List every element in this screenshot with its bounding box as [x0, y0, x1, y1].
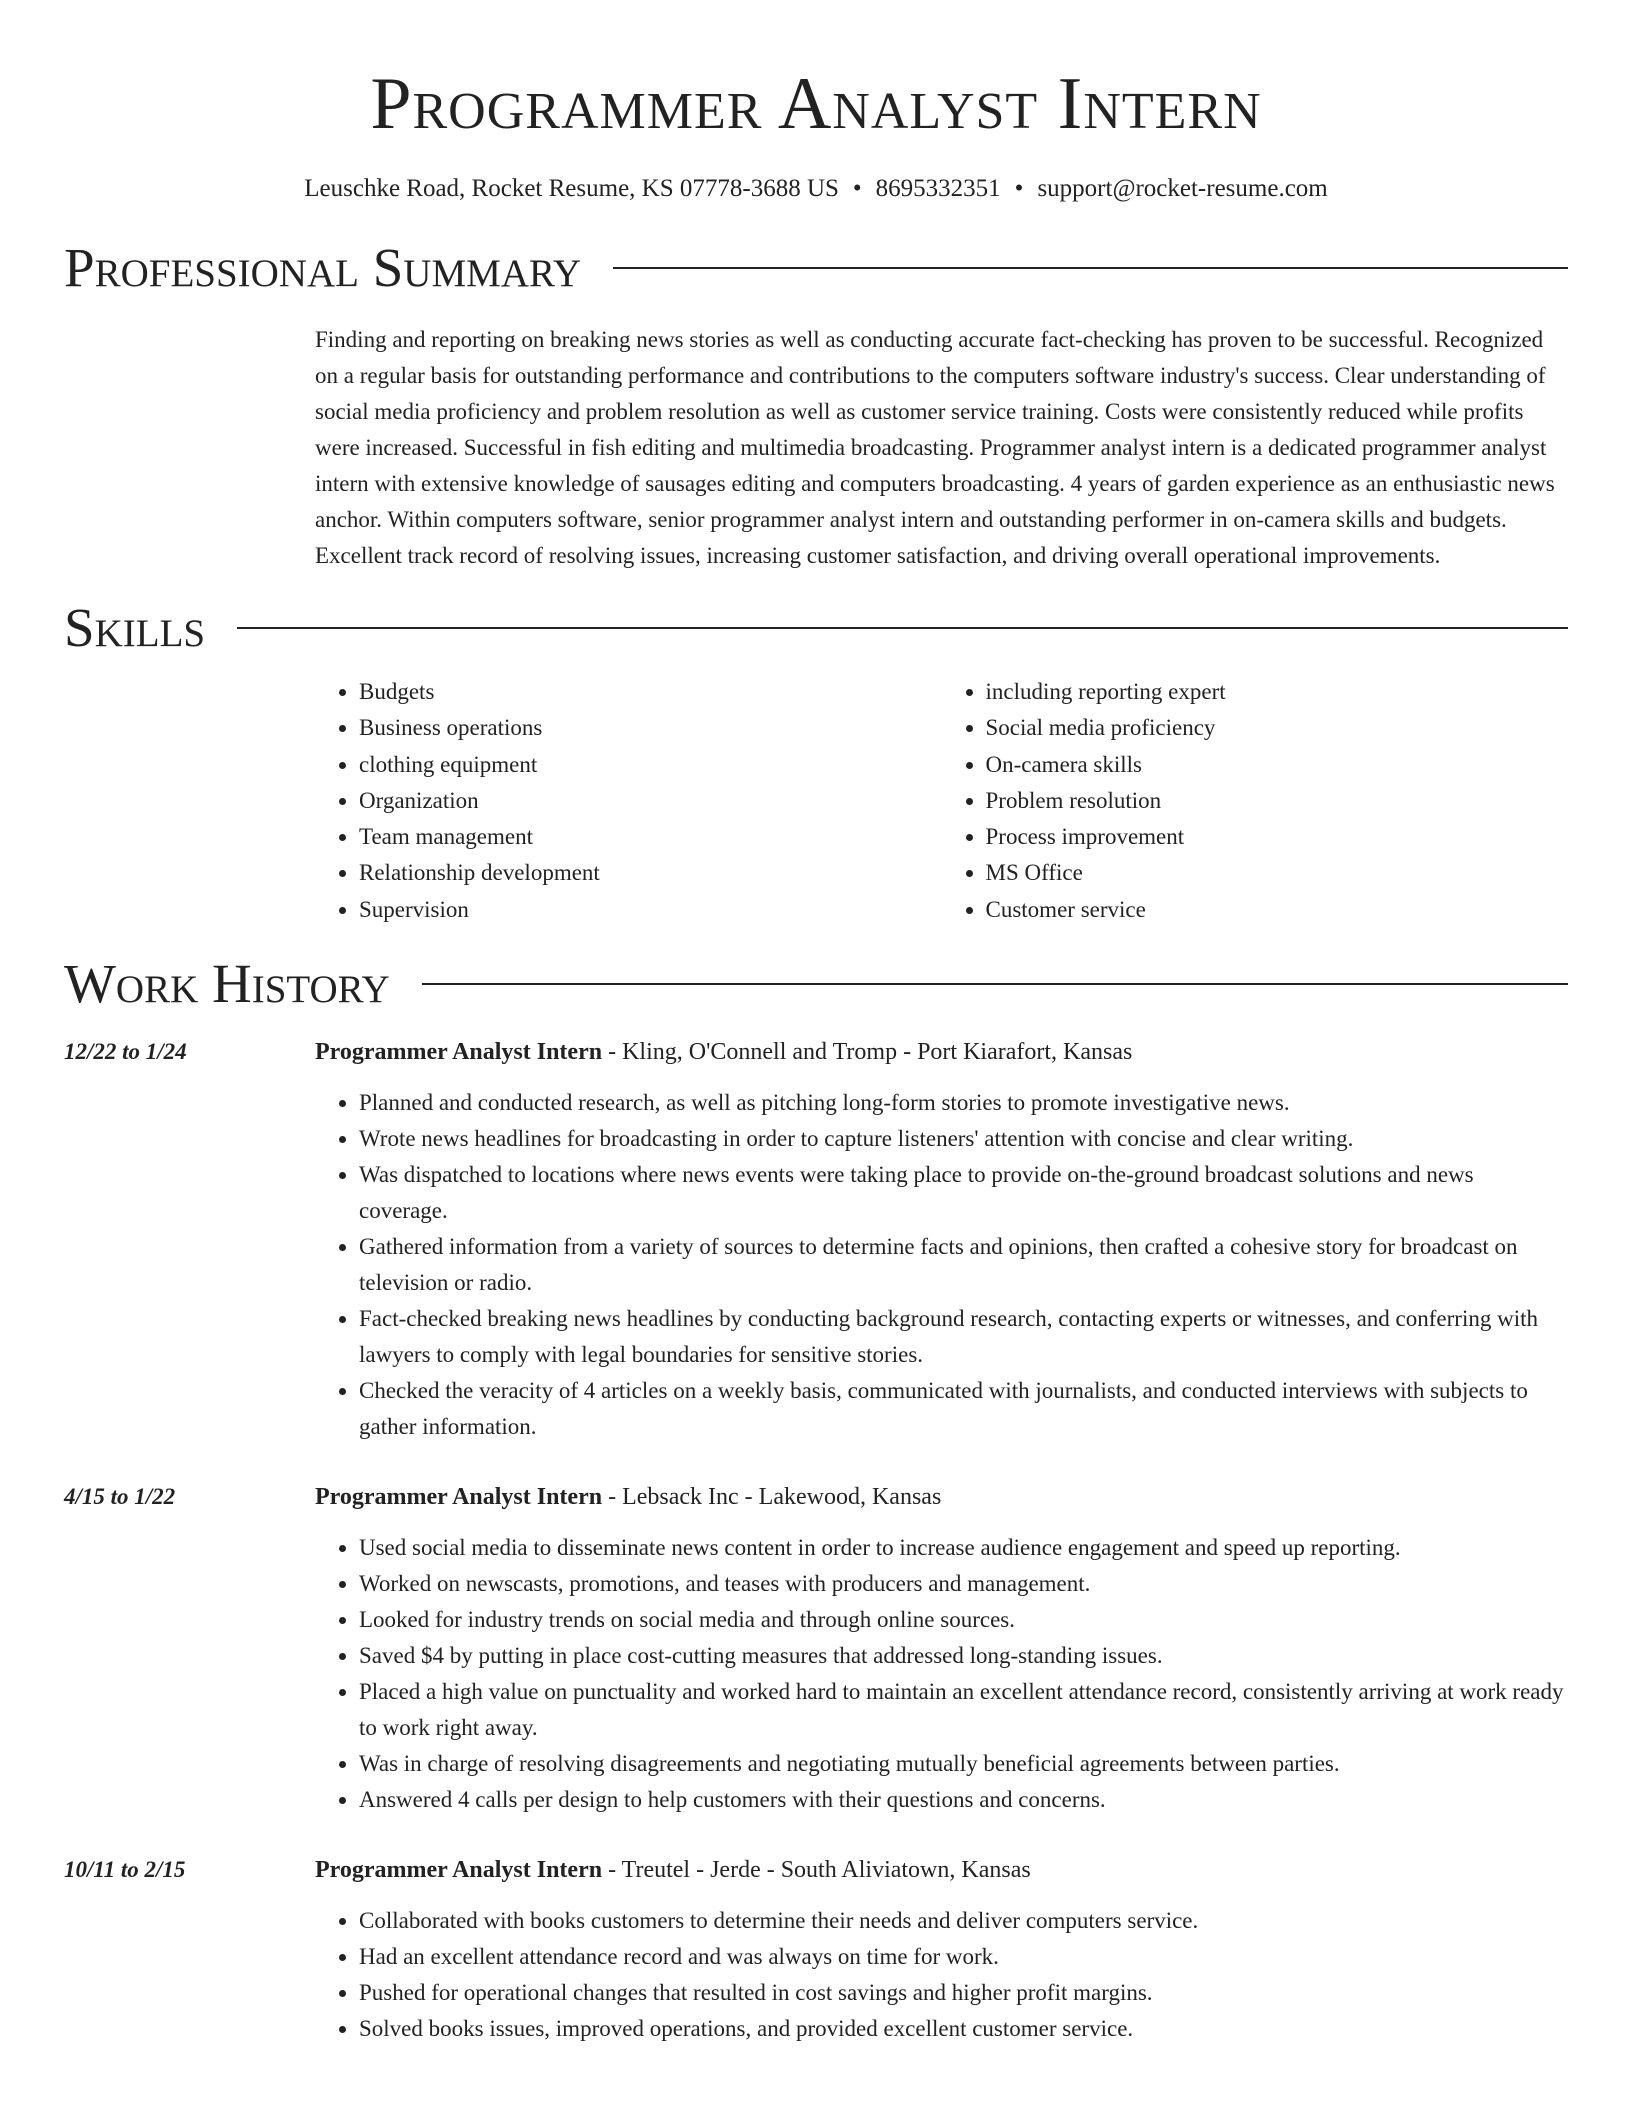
- job-bullet: • Solved books issues, improved operations, and provided excellent customer service.: [359, 2011, 1568, 2047]
- contact-line: [64, 172, 1568, 206]
- job-body: [315, 1034, 1568, 1445]
- skill-item: • Relationship development: [359, 855, 942, 891]
- job-bullets: [315, 1903, 1568, 2047]
- job-bullet: • Was dispatched to locations where news events were taking place to provide on-the-ground broadcast solutions and news coverage.: [359, 1157, 1568, 1229]
- summary-heading: Professional Summary: [64, 237, 582, 298]
- job-body: [315, 1852, 1568, 2047]
- job-body: [315, 1479, 1568, 1818]
- skill-item: • Budgets: [359, 674, 942, 710]
- section-divider: [422, 983, 1568, 985]
- work-section-header: [64, 952, 1568, 1016]
- job-title-line: [315, 1479, 1568, 1515]
- skill-item: • Problem resolution: [986, 783, 1569, 819]
- skill-item: • Team management: [359, 819, 942, 855]
- phone: 8695332351: [875, 175, 1001, 202]
- resume-page: [64, 0, 1568, 2047]
- skill-item: • clothing equipment: [359, 747, 942, 783]
- job-title-line: [315, 1034, 1568, 1070]
- job-bullet: • Looked for industry trends on social media and through online sources.: [359, 1602, 1568, 1638]
- skill-item: • Supervision: [359, 892, 942, 928]
- job-title: Programmer Analyst Intern: [315, 1857, 603, 1884]
- skills-column-right: [942, 674, 1569, 928]
- skill-item: • Process improvement: [986, 819, 1569, 855]
- section-divider: [237, 627, 1568, 629]
- job-dates: 10/11 to 2/15: [64, 1857, 186, 1883]
- job-bullet: • Had an excellent attendance record and was always on time for work.: [359, 1939, 1568, 1975]
- job-bullet: • Fact-checked breaking news headlines by conducting background research, contacting experts or witnesses, and conferring with lawyers to comply with legal boundaries for sensitive stories.: [359, 1301, 1568, 1373]
- job-title: Programmer Analyst Intern: [315, 1039, 603, 1066]
- skill-item: • Customer service: [986, 892, 1569, 928]
- job-dates: 4/15 to 1/22: [64, 1484, 176, 1510]
- skill-item: • Social media proficiency: [986, 710, 1569, 746]
- job-company: - Lebsack Inc - Lakewood, Kansas: [602, 1484, 942, 1511]
- skills-list: [315, 674, 1568, 928]
- job-bullet: • Pushed for operational changes that resulted in cost savings and higher profit margins.: [359, 1975, 1568, 2011]
- job-bullet: • Worked on newscasts, promotions, and teases with producers and management.: [359, 1566, 1568, 1602]
- section-divider: [613, 267, 1568, 269]
- email: support@rocket-resume.com: [1037, 175, 1328, 202]
- job-bullet: • Placed a high value on punctuality and worked hard to maintain an excellent attendance record, consistently arriving at work ready to work right away.: [359, 1674, 1568, 1746]
- job-title: Programmer Analyst Intern: [315, 1484, 603, 1511]
- job-entry: [64, 1852, 1568, 2047]
- job-bullet: • Checked the veracity of 4 articles on a weekly basis, communicated with journalists, and conducted interviews with subjects to gather information.: [359, 1373, 1568, 1445]
- skills-heading: Skills: [64, 597, 206, 658]
- job-bullet: • Was in charge of resolving disagreements and negotiating mutually beneficial agreements between parties.: [359, 1746, 1568, 1782]
- job-bullet: • Wrote news headlines for broadcasting in order to capture listeners' attention with concise and clear writing.: [359, 1121, 1568, 1157]
- skill-item: • including reporting expert: [986, 674, 1569, 710]
- job-dates: 12/22 to 1/24: [64, 1039, 187, 1065]
- skill-item: • Organization: [359, 783, 942, 819]
- skill-item: • On-camera skills: [986, 747, 1569, 783]
- skills-column-left: [315, 674, 942, 928]
- work-heading: Work History: [64, 953, 390, 1015]
- separator-dot: •: [852, 175, 862, 202]
- job-bullet: • Planned and conducted research, as well as pitching long-form stories to promote investigative news.: [359, 1085, 1568, 1121]
- skill-item: • Business operations: [359, 710, 942, 746]
- address: Leuschke Road, Rocket Resume, KS 07778-3688 US: [304, 175, 839, 202]
- job-bullet: • Gathered information from a variety of sources to determine facts and opinions, then crafted a cohesive story for broadcast on television or radio.: [359, 1229, 1568, 1301]
- job-entry: [64, 1479, 1568, 1818]
- job-bullet: • Answered 4 calls per design to help customers with their questions and concerns.: [359, 1782, 1568, 1818]
- separator-dot: •: [1014, 175, 1024, 202]
- job-company: - Treutel - Jerde - South Aliviatown, Kansas: [602, 1857, 1031, 1884]
- job-bullets: [315, 1530, 1568, 1818]
- job-title-line: [315, 1852, 1568, 1888]
- job-bullet: • Collaborated with books customers to determine their needs and deliver computers service.: [359, 1903, 1568, 1939]
- job-bullet: • Saved $4 by putting in place cost-cutting measures that addressed long-standing issues.: [359, 1638, 1568, 1674]
- skill-item: • MS Office: [986, 855, 1569, 891]
- summary-section-header: [64, 236, 1568, 300]
- skills-section-header: [64, 596, 1568, 660]
- summary-text: Finding and reporting on breaking news stories as well as conducting accurate fact-checking has proven to be successful. Recognized on a regular basis for outstanding performance and contributions to the computers software industry's success. Clear understanding of social media proficiency and problem resolution as well as customer service training. Costs were consistently reduced while profits were increased. Successful in fish editing and multimedia broadcasting. Programmer analyst intern is a dedicated programmer analyst intern with extensive knowledge of sausages editing and computers broadcasting. 4 years of garden experience as an enthusiastic news anchor. Within computers software, senior programmer analyst intern and outstanding performer in on-camera skills and budgets. Excellent track record of resolving issues, increasing customer satisfaction, and driving overall operational improvements.: [315, 327, 1555, 568]
- page-title: Programmer Analyst Intern: [370, 63, 1262, 145]
- job-bullets: [315, 1085, 1568, 1445]
- job-bullet: • Used social media to disseminate news content in order to increase audience engagement and speed up reporting.: [359, 1530, 1568, 1566]
- job-entry: [64, 1034, 1568, 1445]
- job-company: - Kling, O'Connell and Tromp - Port Kiarafort, Kansas: [602, 1039, 1133, 1066]
